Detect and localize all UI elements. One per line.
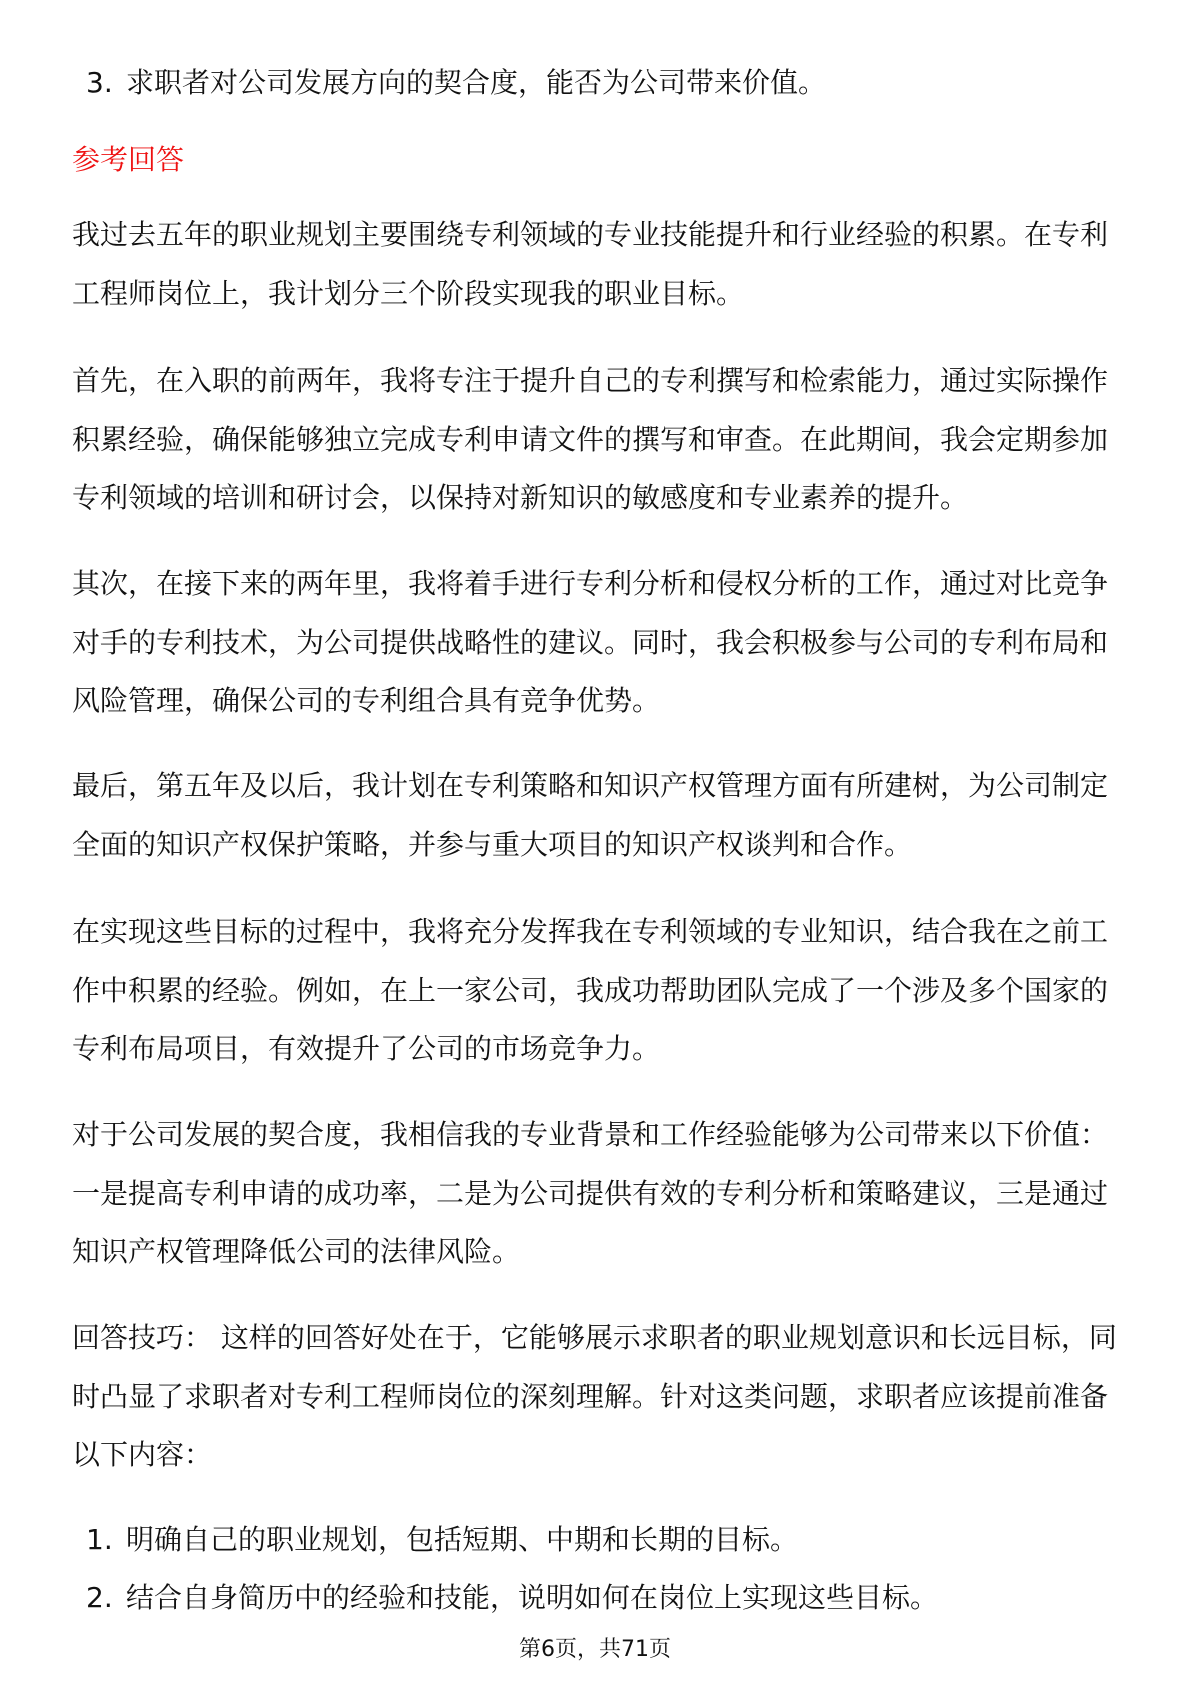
list-item [86, 1569, 938, 1627]
paragraph: 我过去五年的职业规划主要围绕专利领域的专业技能提升和行业经验的积累。在专利工程师岗位上，我计划分三个阶段实现我的职业目标。 [72, 218, 1109, 310]
paragraph: 在实现这些目标的过程中，我将充分发挥我在专利领域的专业知识，结合我在之前工作中积累的经验。例如，在上一家公司，我成功帮助团队完成了一个涉及多个国家的专利布局项目，有效提升了公司的市场竞争力。 [72, 915, 1109, 1065]
paragraph: 首先，在入职的前两年，我将专注于提升自己的专利撰写和检索能力，通过实际操作积累经验，确保能够独立完成专利申请文件的撰写和审查。在此期间，我会定期参加专利领域的培训和研讨会，以保持对新知识的敏感度和专业素养的提升。 [72, 364, 1109, 514]
page-number: 第6页，共71页 [519, 1637, 671, 1662]
list-number: 1. [86, 1523, 113, 1556]
list-number: 3. [86, 66, 113, 99]
paragraph: 其次，在接下来的两年里，我将着手进行专利分析和侵权分析的工作，通过对比竞争对手的专利技术，为公司提供战略性的建议。同时，我会积极参与公司的专利布局和风险管理，确保公司的专利组合具有竞争优势。 [72, 567, 1109, 717]
list-text: 结合自身简历中的经验和技能，说明如何在岗位上实现这些目标。 [126, 1581, 939, 1614]
list-item [86, 1511, 798, 1569]
tips-paragraph: 回答技巧： 这样的回答好处在于，它能够展示求职者的职业规划意识和长远目标，同时凸显了求职者对专利工程师岗位的深刻理解。针对这类问题，求职者应该提前准备以下内容： [72, 1321, 1117, 1471]
list-item [86, 54, 826, 112]
section-heading: 参考回答 [72, 143, 185, 176]
list-text: 求职者对公司发展方向的契合度，能否为公司带来价值。 [126, 66, 827, 99]
paragraph: 对于公司发展的契合度，我相信我的专业背景和工作经验能够为公司带来以下价值：一是提高专利申请的成功率，二是为公司提供有效的专利分析和策略建议，三是通过知识产权管理降低公司的法律风险。 [72, 1118, 1109, 1268]
list-number: 2. [86, 1581, 113, 1614]
paragraph: 最后，第五年及以后，我计划在专利策略和知识产权管理方面有所建树，为公司制定全面的知识产权保护策略，并参与重大项目的知识产权谈判和合作。 [72, 769, 1109, 861]
list-text: 明确自己的职业规划，包括短期、中期和长期的目标。 [126, 1523, 799, 1556]
